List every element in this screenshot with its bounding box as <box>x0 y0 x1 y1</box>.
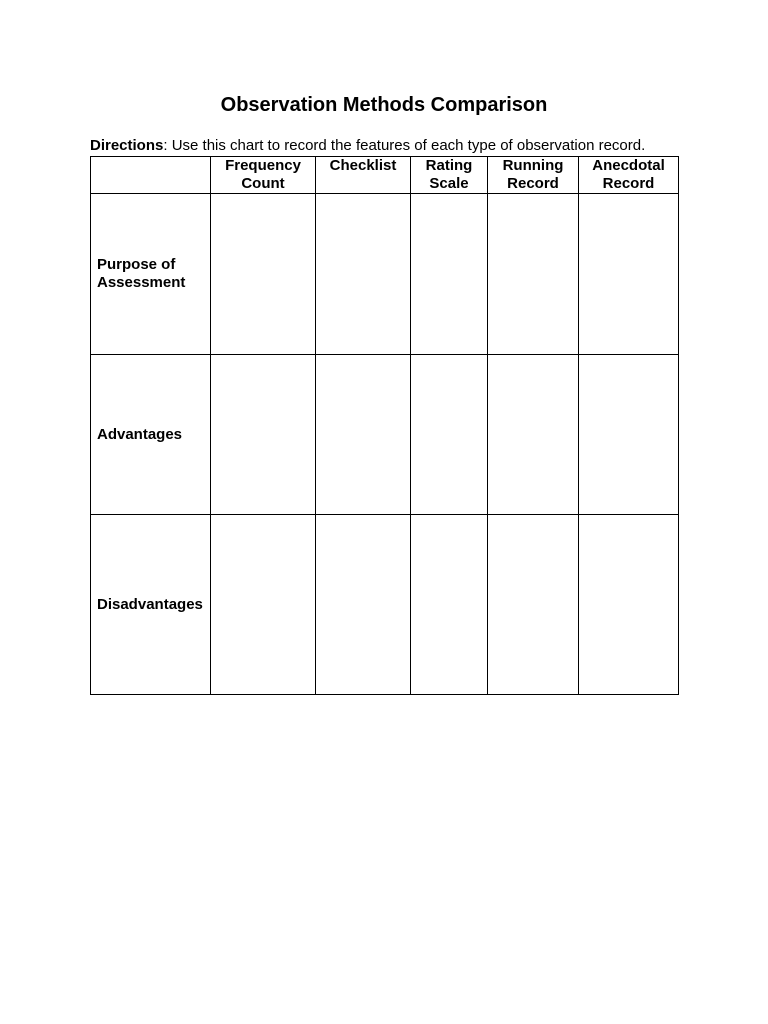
table-cell[interactable] <box>579 515 679 695</box>
table-cell[interactable] <box>316 515 411 695</box>
table-cell[interactable] <box>211 194 316 355</box>
table-row <box>91 355 679 515</box>
column-header-checklist: Checklist <box>316 157 411 194</box>
table-cell[interactable] <box>488 515 579 695</box>
column-header-frequency-count: Frequency Count <box>211 157 316 194</box>
row-label-advantages: Advantages <box>91 355 211 515</box>
page-title: Observation Methods Comparison <box>220 94 548 116</box>
row-label-purpose: Purpose of Assessment <box>91 194 211 355</box>
table-cell[interactable] <box>211 355 316 515</box>
column-header-anecdotal-record: Anecdotal Record <box>579 157 679 194</box>
table-cell[interactable] <box>316 355 411 515</box>
comparison-table <box>90 156 679 695</box>
table-cell[interactable] <box>579 355 679 515</box>
table-cell[interactable] <box>316 194 411 355</box>
column-header-running-record: Running Record <box>488 157 579 194</box>
table-header-row <box>91 157 679 194</box>
table-cell[interactable] <box>488 194 579 355</box>
table-cell[interactable] <box>211 515 316 695</box>
directions <box>90 137 645 155</box>
directions-text: : Use this chart to record the features of each type of observation record. <box>163 137 646 154</box>
directions-label: Directions <box>90 137 164 154</box>
table-cell[interactable] <box>579 194 679 355</box>
row-label-disadvantages: Disadvantages <box>91 515 211 695</box>
column-header-rating-scale: Rating Scale <box>411 157 488 194</box>
corner-cell <box>91 157 211 194</box>
table-row <box>91 515 679 695</box>
table-cell[interactable] <box>411 194 488 355</box>
table-cell[interactable] <box>488 355 579 515</box>
table-row <box>91 194 679 355</box>
table-cell[interactable] <box>411 515 488 695</box>
table-cell[interactable] <box>411 355 488 515</box>
